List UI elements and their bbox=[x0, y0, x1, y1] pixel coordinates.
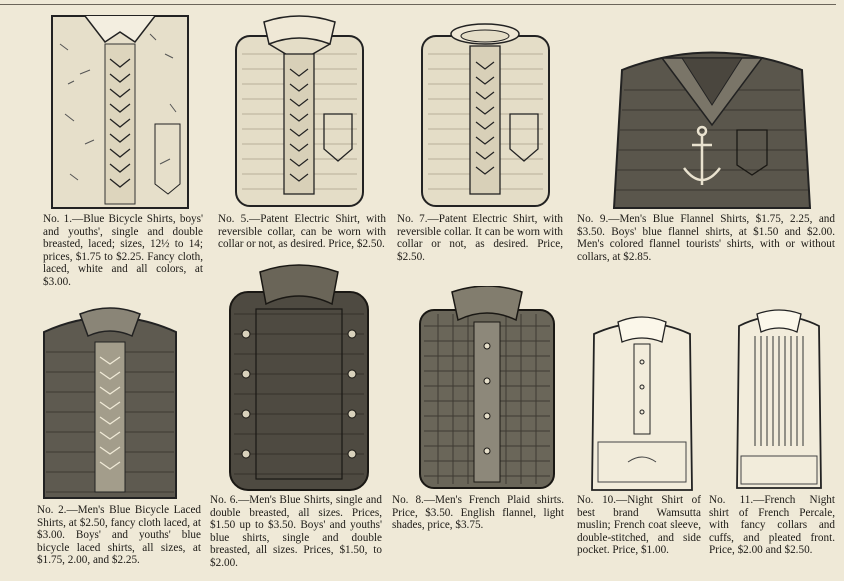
item-caption: No. 5.—Patent Electric Shirt, with reversible collar, can be worn with collar or not, as desired. Price, $2.50. bbox=[218, 213, 386, 251]
shirt-illustration-5 bbox=[232, 14, 367, 210]
shirt-illustration-6 bbox=[228, 264, 370, 492]
shirt-illustration-8 bbox=[418, 286, 556, 491]
shirt-illustration-10 bbox=[588, 312, 696, 494]
item-caption: No. 8.—Men's French Plaid shirts. Price, $3.50. English flannel, light shades, price, $3.75. bbox=[392, 494, 564, 532]
item-caption: No. 11.—French Night shirt of French Percale, with fancy collars and cuffs, and pleated front. Price, $2.00 and $2.50. bbox=[709, 494, 835, 557]
page-top-rule bbox=[0, 4, 836, 5]
shirt-illustration-11 bbox=[733, 306, 825, 492]
item-caption: No. 9.—Men's Blue Flannel Shirts, $1.75, 2.25, and $3.50. Boys' blue flannel shirts, at $1.50 and $2.00. Men's colored flannel tourists' shirts, with or without collars, at $2.85. bbox=[577, 213, 835, 263]
item-caption: No. 1.—Blue Bicycle Shirts, boys' and youths', single and double breasted, laced; sizes, 12½ to 14; prices, $1.75 to $2.25. Fancy cloth, laced, white and all colors, at $3.00. bbox=[43, 213, 203, 288]
shirt-illustration-1 bbox=[50, 14, 190, 210]
item-caption: No. 2.—Men's Blue Bicycle Laced Shirts, at $2.50, fancy cloth laced, at $3.00. Boys' and youths' blue bicycle laced shirts, all sizes, at $1.75, 2.00, and $2.25. bbox=[37, 504, 201, 567]
item-caption: No. 7.—Patent Electric Shirt, with reversible collar. It can be worn with collar or not, as desired. Price, $2.50. bbox=[397, 213, 563, 263]
item-caption: No. 10.—Night Shirt of best brand Wamsutta muslin; French coat sleeve, double-stitched, and side pocket. Price, $1.00. bbox=[577, 494, 701, 557]
item-caption: No. 6.—Men's Blue Shirts, single and double breasted, all sizes. Prices, $1.50 up to $3.50. Boys' and youths' blue shirts, single and double breasted, all sizes. Prices, $1.50, to $2.00. bbox=[210, 494, 382, 569]
shirt-illustration-2 bbox=[40, 302, 180, 500]
shirt-illustration-9 bbox=[612, 40, 812, 212]
shirt-illustration-7 bbox=[418, 14, 553, 210]
